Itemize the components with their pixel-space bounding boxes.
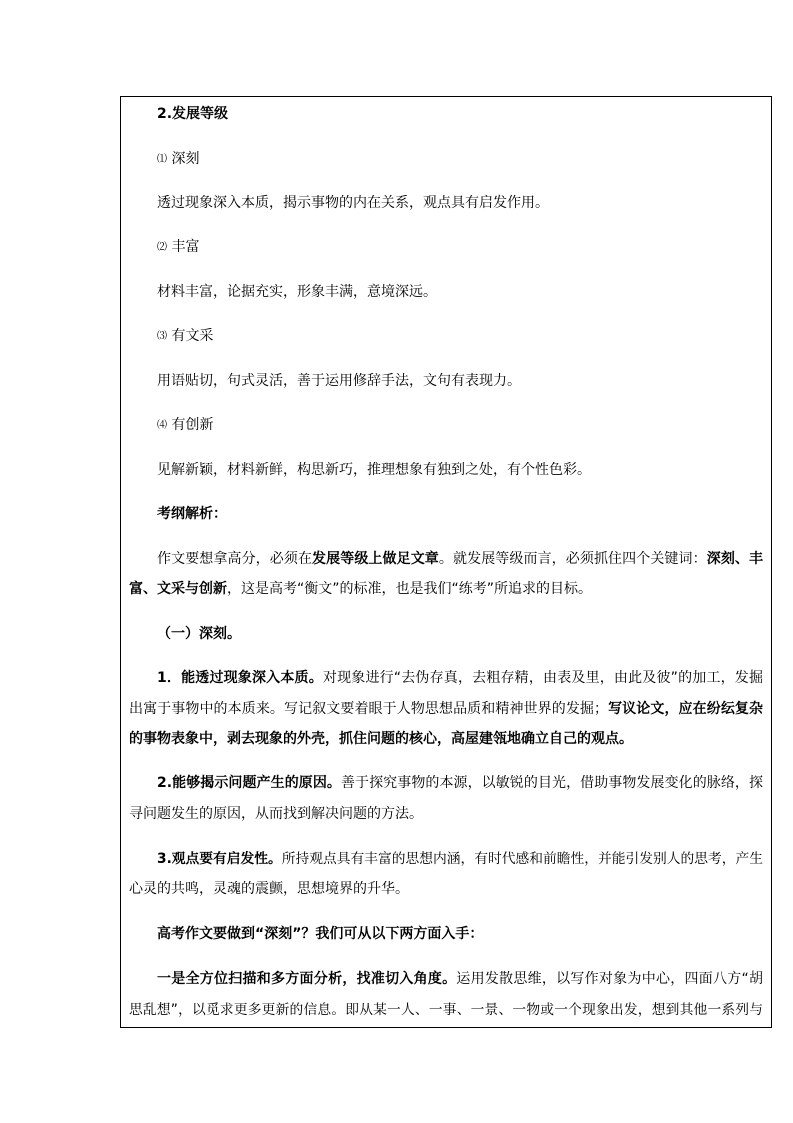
paragraph-line: 的事物表象中，剥去现象的外壳，抓住问题的核心，高屋建瓴地确立自己的观点。 <box>129 731 633 747</box>
paragraph-line <box>129 701 763 717</box>
item-heading <box>129 417 763 434</box>
analysis-heading: 考纲解析： <box>157 506 227 522</box>
item-marker: ⑶ <box>157 331 167 342</box>
question-line: 高考作文要做到“深刻”？我们可从以下两方面入手： <box>157 926 484 942</box>
content-frame <box>120 96 772 1028</box>
subsection-heading: （一）深刻。 <box>157 626 241 642</box>
text-run: 。就发展等级而言，必须抓住四个关键词： <box>438 551 707 567</box>
paragraph-line <box>129 775 763 791</box>
item-heading <box>129 328 763 345</box>
emphasis-run: 1．能透过现象深入本质。 <box>157 670 323 686</box>
emphasis-run: 一是全方位扫描和多方面分析，找准切入角度。 <box>157 971 457 987</box>
item-label: 有创新 <box>171 417 214 433</box>
item-heading <box>129 151 763 168</box>
emphasis-run: 富、文采与创新 <box>129 581 227 597</box>
text-run: 运用发散思维，以写作对象为中心，四面八方“胡 <box>456 971 763 987</box>
emphasis-run: 深刻、丰 <box>706 551 764 567</box>
item-marker: ⑷ <box>157 420 167 431</box>
paragraph-line <box>129 670 763 686</box>
item-label: 深刻 <box>171 151 200 167</box>
emphasis-run: 2.能够揭示问题产生的原因。 <box>157 775 341 791</box>
text-run: ，这是高考“衡文”的标准，也是我们“练考”所追求的目标。 <box>227 581 593 597</box>
section-title: 2.发展等级 <box>157 106 229 122</box>
item-heading <box>129 239 763 256</box>
text-run: 所持观点具有丰富的思想内涵，有时代感和前瞻性，并能引发别人的思考，产生 <box>281 851 764 867</box>
emphasis-run: 发展等级上做足文章 <box>312 551 439 567</box>
paragraph-line <box>129 971 763 987</box>
item-description: 材料丰富，论据充实，形象丰满，意境深远。 <box>157 284 437 300</box>
item-label: 丰富 <box>171 239 200 255</box>
paragraph-line <box>129 851 763 867</box>
item-description: 透过现象深入本质，揭示事物的内在关系，观点具有启发作用。 <box>157 195 549 211</box>
text-run: 对现象进行“去伪存真，去粗存精，由表及里，由此及彼”的加工，发掘 <box>322 670 763 686</box>
item-label: 有文采 <box>171 328 214 344</box>
document-body <box>129 97 763 1027</box>
item-marker: ⑵ <box>157 242 167 253</box>
text-run: 作文要想拿高分，必须在 <box>157 551 313 567</box>
emphasis-run: 写议论文，应在纷纭复杂 <box>608 701 763 717</box>
item-description: 用语贴切，句式灵活，善于运用修辞手法，文句有表现力。 <box>157 373 521 389</box>
paragraph-line <box>129 551 763 567</box>
text-run: 出寓于事物中的本质来。写记叙文要着眼于人物思想品质和精神世界的发掘； <box>129 701 608 717</box>
item-description: 见解新颖，材料新鲜，构思新巧，推理想象有独到之处，有个性色彩。 <box>157 462 591 478</box>
item-marker: ⑴ <box>157 154 167 165</box>
paragraph-line: 寻问题发生的原因，从而找到解决问题的方法。 <box>129 806 423 822</box>
text-run: 善于探究事物的本源，以敏锐的目光，借助事物发展变化的脉络，探 <box>340 775 763 791</box>
paragraph-line: 心灵的共鸣，灵魂的震颤，思想境界的升华。 <box>129 881 409 897</box>
emphasis-run: 3.观点要有启发性。 <box>157 851 282 867</box>
paragraph-line <box>129 581 763 597</box>
paragraph-line: 思乱想”，以觅求更多更新的信息。即从某一人、一事、一景、一物或一个现象出发，想到其他一系列与 <box>129 1002 763 1018</box>
